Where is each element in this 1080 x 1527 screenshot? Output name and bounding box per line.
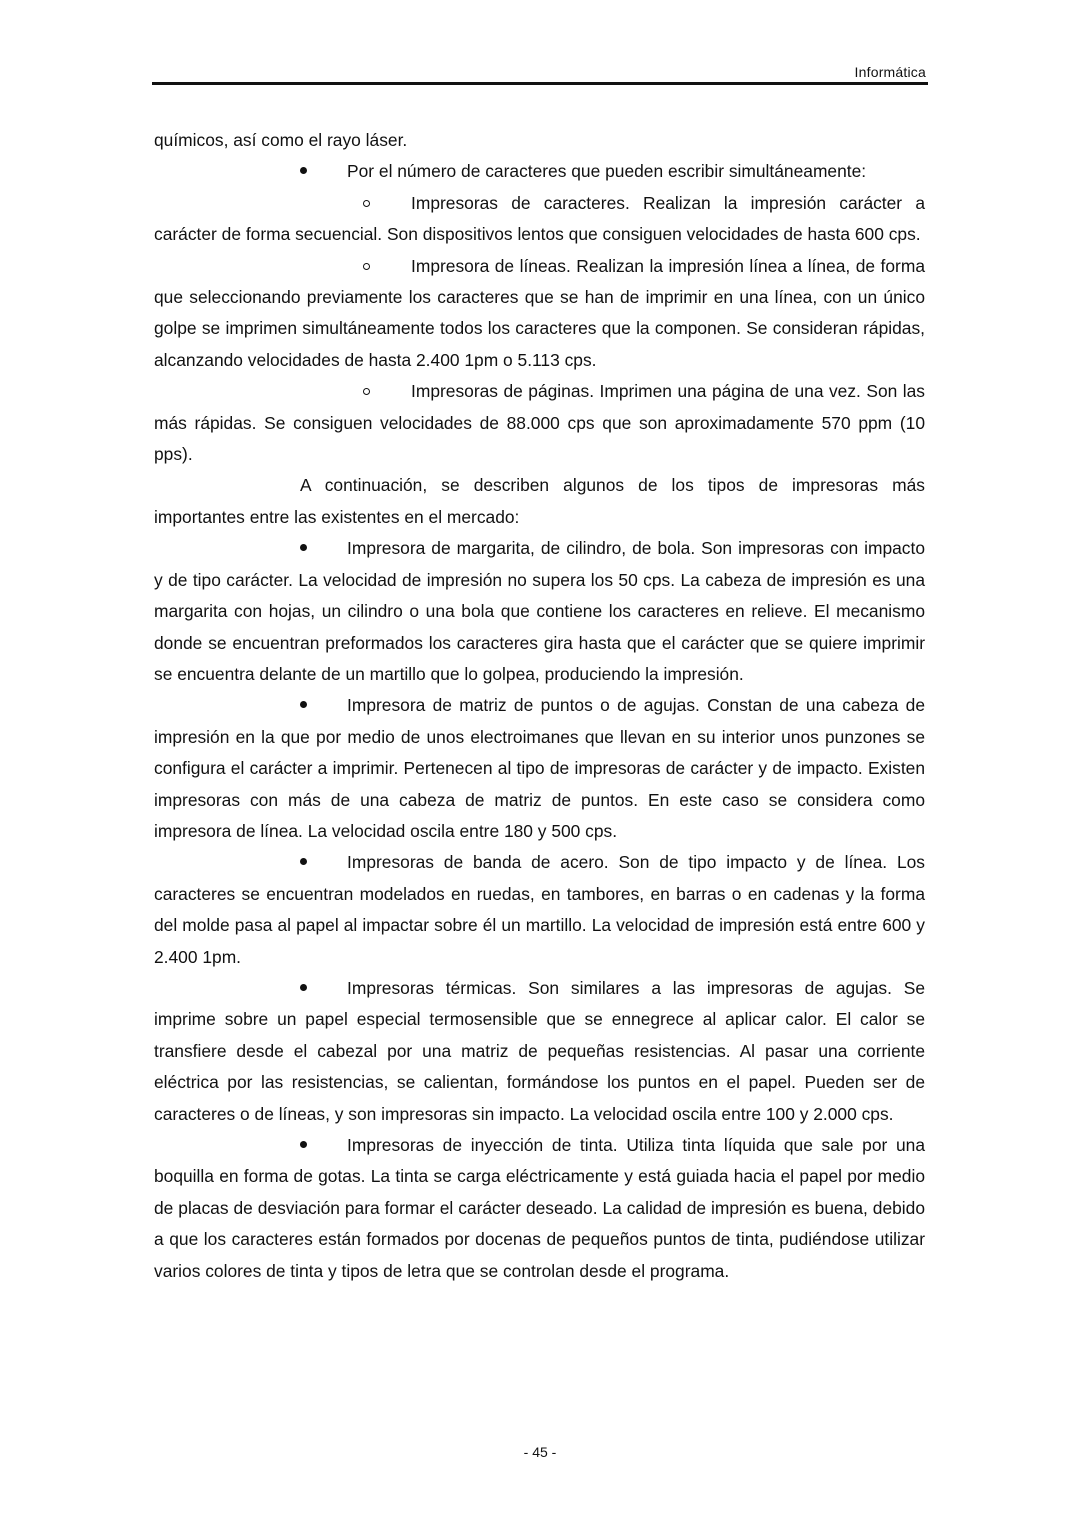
bullet-icon (300, 973, 347, 1004)
bullet-text: Impresora de matriz de puntos o de agujas. Constan de una cabeza de impresión en la que por medio de unos electroimanes que llevan en su interior unos punzones se configura el carácter a imprimir. Pertenecen al tipo de impresoras de carácter y de impacto. Existen impresoras con más de una cabeza de matriz de puntos. En este caso se considera como impresora de línea. La velocidad oscila entre 180 y 500 cps. (154, 695, 925, 841)
page-number: - 45 - (523, 1444, 557, 1460)
bullet-item-steel-band (154, 847, 925, 973)
subitem-character-printers (154, 188, 925, 251)
bullet-item-thermal (154, 973, 925, 1130)
bullet-item-daisy-wheel (154, 533, 925, 690)
bullet-icon (300, 847, 347, 878)
bullet-text: Impresoras de banda de acero. Son de tipo impacto y de línea. Los caracteres se encuentran modelados en ruedas, en tambores, en barras o en cadenas y la forma del molde pasa al papel al impactar sobre él un martillo. La velocidad de impresión está entre 600 y 2.400 1pm. (154, 852, 925, 967)
intro-paragraph (154, 470, 925, 533)
bullet-item-dot-matrix (154, 690, 925, 847)
bullet-item-inkjet (154, 1130, 925, 1287)
bullet-icon (300, 156, 347, 187)
bullet-text: Por el número de caracteres que pueden escribir simultáneamente: (347, 161, 867, 182)
subitem-text: Impresoras de caracteres. Realizan la impresión carácter a carácter de forma secuencial. Son dispositivos lentos que consiguen velocidades de hasta 600 cps. (154, 192, 925, 245)
subitem-page-printers (154, 376, 925, 470)
bullet-text: Impresora de margarita, de cilindro, de bola. Son impresoras con impacto y de tipo carácter. La velocidad de impresión no supera los 50 cps. La cabeza de impresión es una margarita con hojas, un cilindro o una bola que contiene los caracteres en relieve. El mecanismo donde se encuentran preformados los caracteres gira hasta que el carácter que se quiere imprimir se encuentra delante de un martillo que lo golpea, produciendo la impresión. (154, 538, 925, 684)
subitem-text: Impresoras de páginas. Imprimen una página de una vez. Son las más rápidas. Se consiguen velocidades de 88.000 cps que son aproximadamente 570 ppm (10 pps). (154, 381, 925, 465)
paragraph-continuation (154, 125, 925, 156)
paragraph-text: A continuación, se describen algunos de los tipos de impresoras más importantes entre las existentes en el mercado: (154, 475, 925, 527)
bullet-icon (300, 690, 347, 721)
header-title: Informática (854, 64, 926, 80)
bullet-text: Impresoras térmicas. Son similares a las impresoras de agujas. Se imprime sobre un papel especial termosensible que se ennegrece al aplicar calor. El calor se transfiere desde el cabezal por una matriz de pequeñas resistencias. Al pasar una corriente eléctrica por las resistencias, se calientan, formándose los puntos en el papel. Pueden ser de caracteres o de líneas, y son impresoras sin impacto. La velocidad oscila entre 100 y 2.000 cps. (154, 977, 925, 1124)
document-body (154, 125, 925, 1287)
bullet-icon (300, 1130, 347, 1161)
bullet-icon (300, 533, 347, 564)
circle-bullet-icon (363, 188, 411, 219)
paragraph-text: químicos, así como el rayo láser. (154, 130, 408, 150)
bullet-text: Impresoras de inyección de tinta. Utiliza tinta líquida que sale por una boquilla en forma de gotas. La tinta se carga eléctricamente y está guiada hacia el papel por medio de placas de desviación para formar el carácter deseado. La calidad de impresión es buena, debido a que los caracteres están formados por docenas de pequeños puntos de tinta, pudiéndose utilizar varios colores de tinta y tipos de letra que se controlan desde el programa. (154, 1135, 925, 1281)
circle-bullet-icon (363, 376, 411, 407)
subitem-line-printers (154, 251, 925, 377)
subitem-text: Impresora de líneas. Realizan la impresión línea a línea, de forma que seleccionando previamente los caracteres que se han de imprimir en una línea, con un único golpe se imprimen simultáneamente todos los caracteres que la componen. Se consideran rápidas, alcanzando velocidades de hasta 2.400 1pm o 5.113 cps. (154, 255, 925, 370)
bullet-item-character-count (154, 156, 925, 187)
header-rule (152, 82, 928, 85)
circle-bullet-icon (363, 251, 411, 282)
